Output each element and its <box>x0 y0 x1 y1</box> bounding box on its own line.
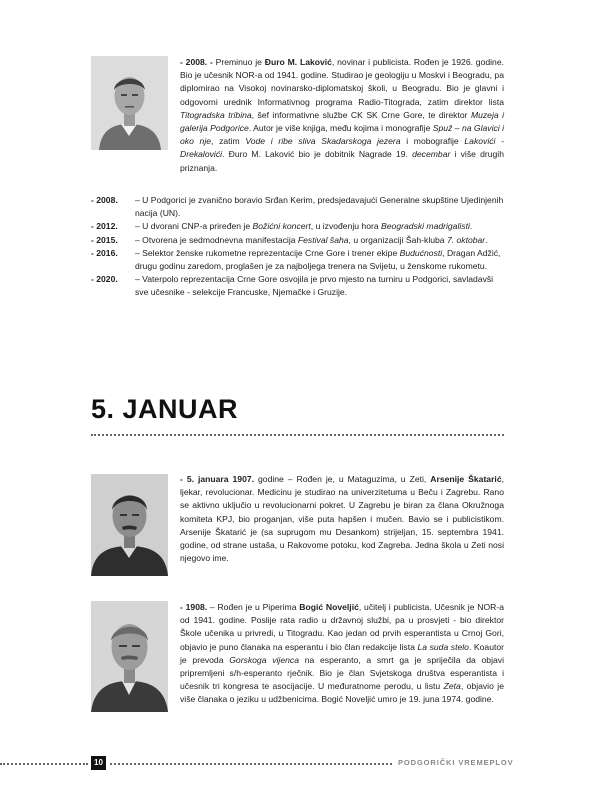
footer-dotted-rule-middle <box>110 763 392 765</box>
portrait-photo-lakovic <box>91 56 168 150</box>
text-segment: . Koautor je prevoda <box>180 641 505 665</box>
event-year: - 2012. <box>91 221 118 232</box>
text-segment: godine – Rođen je, u Mataguzima, u Zeti, <box>254 474 431 484</box>
event-year: - 2020. <box>91 274 118 285</box>
text-segment: – U dvorani CNP-a priređen je <box>135 221 253 232</box>
text-segment: i mobografije <box>400 136 465 147</box>
footer-publication-title: PODGORIČKI VREMEPLOV <box>398 758 514 767</box>
text-segment: Vode i ribe sliva Skadarskoga jezera <box>245 136 401 147</box>
events-list <box>91 194 504 300</box>
heading-dotted-rule <box>91 434 504 436</box>
event-row <box>91 194 504 220</box>
text-segment: - 1908. <box>180 602 208 612</box>
text-segment: , šef informativne službe CK SK Crne Gore, te direktor <box>251 109 471 120</box>
event-text <box>135 194 504 220</box>
text-segment: Lakovići - Drekalovići <box>180 136 505 160</box>
footer-dotted-rule-left <box>0 763 88 765</box>
text-segment: Beogradski madrigalisti <box>381 221 470 232</box>
text-segment: – Rođen je u Piperima <box>207 602 300 612</box>
event-row <box>91 234 504 247</box>
event-row <box>91 273 504 299</box>
event-row <box>91 247 504 273</box>
text-segment: Muzeja i galerija Podgorice <box>180 109 504 134</box>
entry-noveljic <box>180 601 504 707</box>
event-row <box>91 220 504 233</box>
text-segment: La suda stelo <box>417 641 469 652</box>
text-segment: Arsenije Škatarić <box>430 474 502 484</box>
text-segment: . Đuro M. Laković bio je dobitnik Nagrade 19. <box>222 149 413 160</box>
text-segment: , novinar i publicista. Rođen je 1926. godine. Bio je učesnik NOR-a od 1941. godine. Studirao je geologiju u Moskvi i Beogradu, pa diplomirao na Visokoj novinarsko-diplomatskoj školi, u Beogradu. Bio je glavni i odgovorni urednik Informativnog programa Radio-Titograda, zatim direktor lista <box>180 57 504 107</box>
text-segment: Zeta <box>443 681 461 692</box>
text-segment: , u izvođenju hora <box>310 221 382 232</box>
text-segment: – Otvorena je sedmodnevna manifestacija <box>135 234 298 245</box>
text-segment: , objavio je više članaka o jeziku u udžbenicima. Bogić Noveljić umro je 19. juna 1974. godine. <box>180 681 504 705</box>
portrait-photo-noveljic <box>91 601 168 712</box>
text-segment: Titogradska tribina <box>180 109 252 120</box>
text-segment: – U Podgorici je zvanično boravio Srđan Kerim, predsjedavajući Generalne skupštine Ujedinjenih nacija (UN). <box>135 195 504 219</box>
text-segment: Đuro M. Laković <box>264 57 332 67</box>
text-segment: i više drugih priznanja. <box>180 149 504 173</box>
text-segment: 7. oktobar <box>446 234 486 245</box>
text-segment: - 5. januara 1907. <box>180 474 255 484</box>
text-segment: Spuž – na Glavici i oko nje <box>180 123 505 147</box>
event-text <box>135 234 504 247</box>
text-segment: Budućnosti <box>399 247 443 258</box>
text-segment: . <box>469 221 473 232</box>
event-text <box>135 247 504 273</box>
text-segment: - 2008. - <box>180 57 213 67</box>
page-number: 10 <box>91 756 106 770</box>
text-segment: Festival šaha <box>297 234 349 245</box>
entry-skataric <box>180 473 504 565</box>
text-segment: – Vaterpolo reprezentacija Crne Gore osvojila je prvo mjesto na turniru u Podgorici, savladavši sve učesnike - selekcije Francuske, Njemačke i Gruzije. <box>135 274 494 298</box>
text-segment: Gorskoga vijenca <box>229 654 299 665</box>
text-segment: na esperanto, a smrt ga je spriječila da objavi pripremljeni s/h-esperanto rječnik. Bio je član Svjetskoga društva esperantista i učesnik tri kongresa te asocijacije. U međuratnome perodu, u listu <box>180 654 504 692</box>
text-segment: , u organizaciji Šah-kluba <box>348 234 447 245</box>
section-heading: 5. JANUAR <box>91 394 239 424</box>
text-segment: , ljekar, revolucionar. Medicinu je studirao na univerzitetuma u Beču i Zagrebu. Rano se aktivno uključio u revolucionarni pokret. U Zagrebu je biran za člana Okružnoga komiteta KPJ, bio proganjan, više puta hapšen i mučen. Bavio se i publicistikom. Arsenije Škatarić je (sa suprugom mu Desankom) strijeljan, 15. septembra 1941. godine, od strane ustaša, u Rakovome potoku, kod Zagreba. Jedna škola u Zeti nosi njegovo ime. <box>180 474 504 564</box>
text-segment: Božićni koncert <box>252 221 311 232</box>
event-year: - 2016. <box>91 247 118 258</box>
text-segment: Preminuo je <box>212 57 265 67</box>
event-year: - 2008. <box>91 195 118 205</box>
entry-lakovic <box>180 56 504 175</box>
text-segment: Bogić Noveljić <box>299 602 359 612</box>
event-text <box>135 220 504 233</box>
text-segment: , Dragan Adžić, drugu godinu zaredom, proglašen je za najboljega trenera na Svijetu, u ženskome rukometu. <box>135 247 501 272</box>
text-segment: – Selektor ženske rukometne reprezentacije Crne Gore i trener ekipe <box>135 247 400 258</box>
portrait-photo-skataric <box>91 474 168 576</box>
event-text <box>135 273 504 299</box>
text-segment: , učitelj i publicista. Učesnik je NOR-a od 1941. godine. Poslije rata radio u državnoj službi, pa u prosvjeti - bio direktor Škole učenika u privredi, u Titogradu. Kao jedan od prvih esperantista u Crnoj Gori, objavio je puno članaka na esperantu i bio član redakcije lista <box>180 602 504 652</box>
text-segment: decembar <box>412 149 451 160</box>
text-segment: , zatim <box>211 136 246 147</box>
text-segment: . Autor je više knjiga, među kojima i monografije <box>248 123 433 134</box>
event-year: - 2015. <box>91 234 118 245</box>
text-segment: . <box>485 234 488 245</box>
